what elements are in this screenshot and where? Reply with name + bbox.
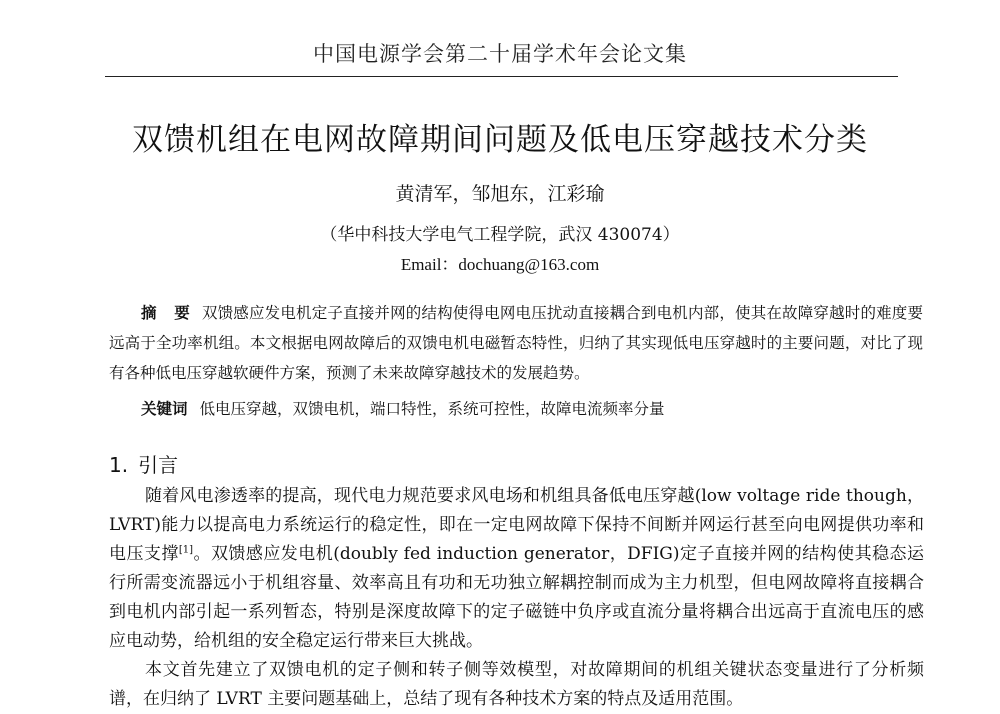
abstract [109, 298, 923, 388]
author-email: Email：dochuang@163.com [400, 255, 600, 274]
keywords-text: 低电压穿越，双馈电机，端口特性，系统可控性，故障电流频率分量 [199, 400, 665, 418]
abstract-label: 摘 要 [141, 304, 196, 322]
paragraph-1 [109, 482, 924, 656]
citation-ref: [1] [178, 544, 194, 556]
paper-title: 双馈机组在电网故障期间问题及低电压穿越技术分类 [132, 122, 868, 158]
section-heading-introduction [109, 449, 178, 478]
paper-authors: 黄清军，邹旭东，江彩瑜 [395, 183, 605, 205]
paragraph-1-text-a: 随着风电渗透率的提高，现代电力规范要求风电场和机组具备低电压穿越(low voltage ride though，LVRT)能力以提高电力系统运行的稳定性，即在一定电网故障下保持不间断并网运行甚至向电网提供功率和电压支撑 [109, 486, 924, 564]
abstract-text: 双馈感应发电机定子直接并网的结构使得电网电压扰动直接耦合到电机内部，使其在故障穿越时的难度要远高于全功率机组。本文根据电网故障后的双馈电机电磁暂态特性，归纳了其实现低电压穿越时的主要问题，对比了现有各种低电压穿越软硬件方案，预测了未来故障穿越技术的发展趋势。 [109, 304, 923, 382]
keywords [141, 396, 921, 422]
paper-affiliation: （华中科技大学电气工程学院，武汉 430074） [320, 225, 680, 245]
running-header: 中国电源学会第二十届学术年会论文集 [313, 42, 687, 66]
introduction-body [109, 482, 924, 714]
header-rule [105, 76, 898, 77]
paragraph-1-text-b: 。双馈感应发电机(doubly fed induction generator，DFIG)定子直接并网的结构使其稳态运行所需变流器远小于机组容量、效率高且有功和无功独立解耦控制而成为主力机型，但电网故障将直接耦合到电机内部引起一系列暂态，特别是深度故障下的定子磁链中负序或直流分量将耦合出远高于直流电压的感应电动势，给机组的安全稳定运行带来巨大挑战。 [109, 544, 924, 651]
section-number: 1. [109, 453, 129, 477]
paragraph-2: 本文首先建立了双馈电机的定子侧和转子侧等效模型，对故障期间的机组关键状态变量进行了分析频谱，在归纳了 LVRT 主要问题基础上，总结了现有各种技术方案的特点及适用范围。 [109, 660, 924, 709]
section-title: 引言 [138, 453, 179, 477]
keywords-label: 关键词 [141, 400, 188, 418]
